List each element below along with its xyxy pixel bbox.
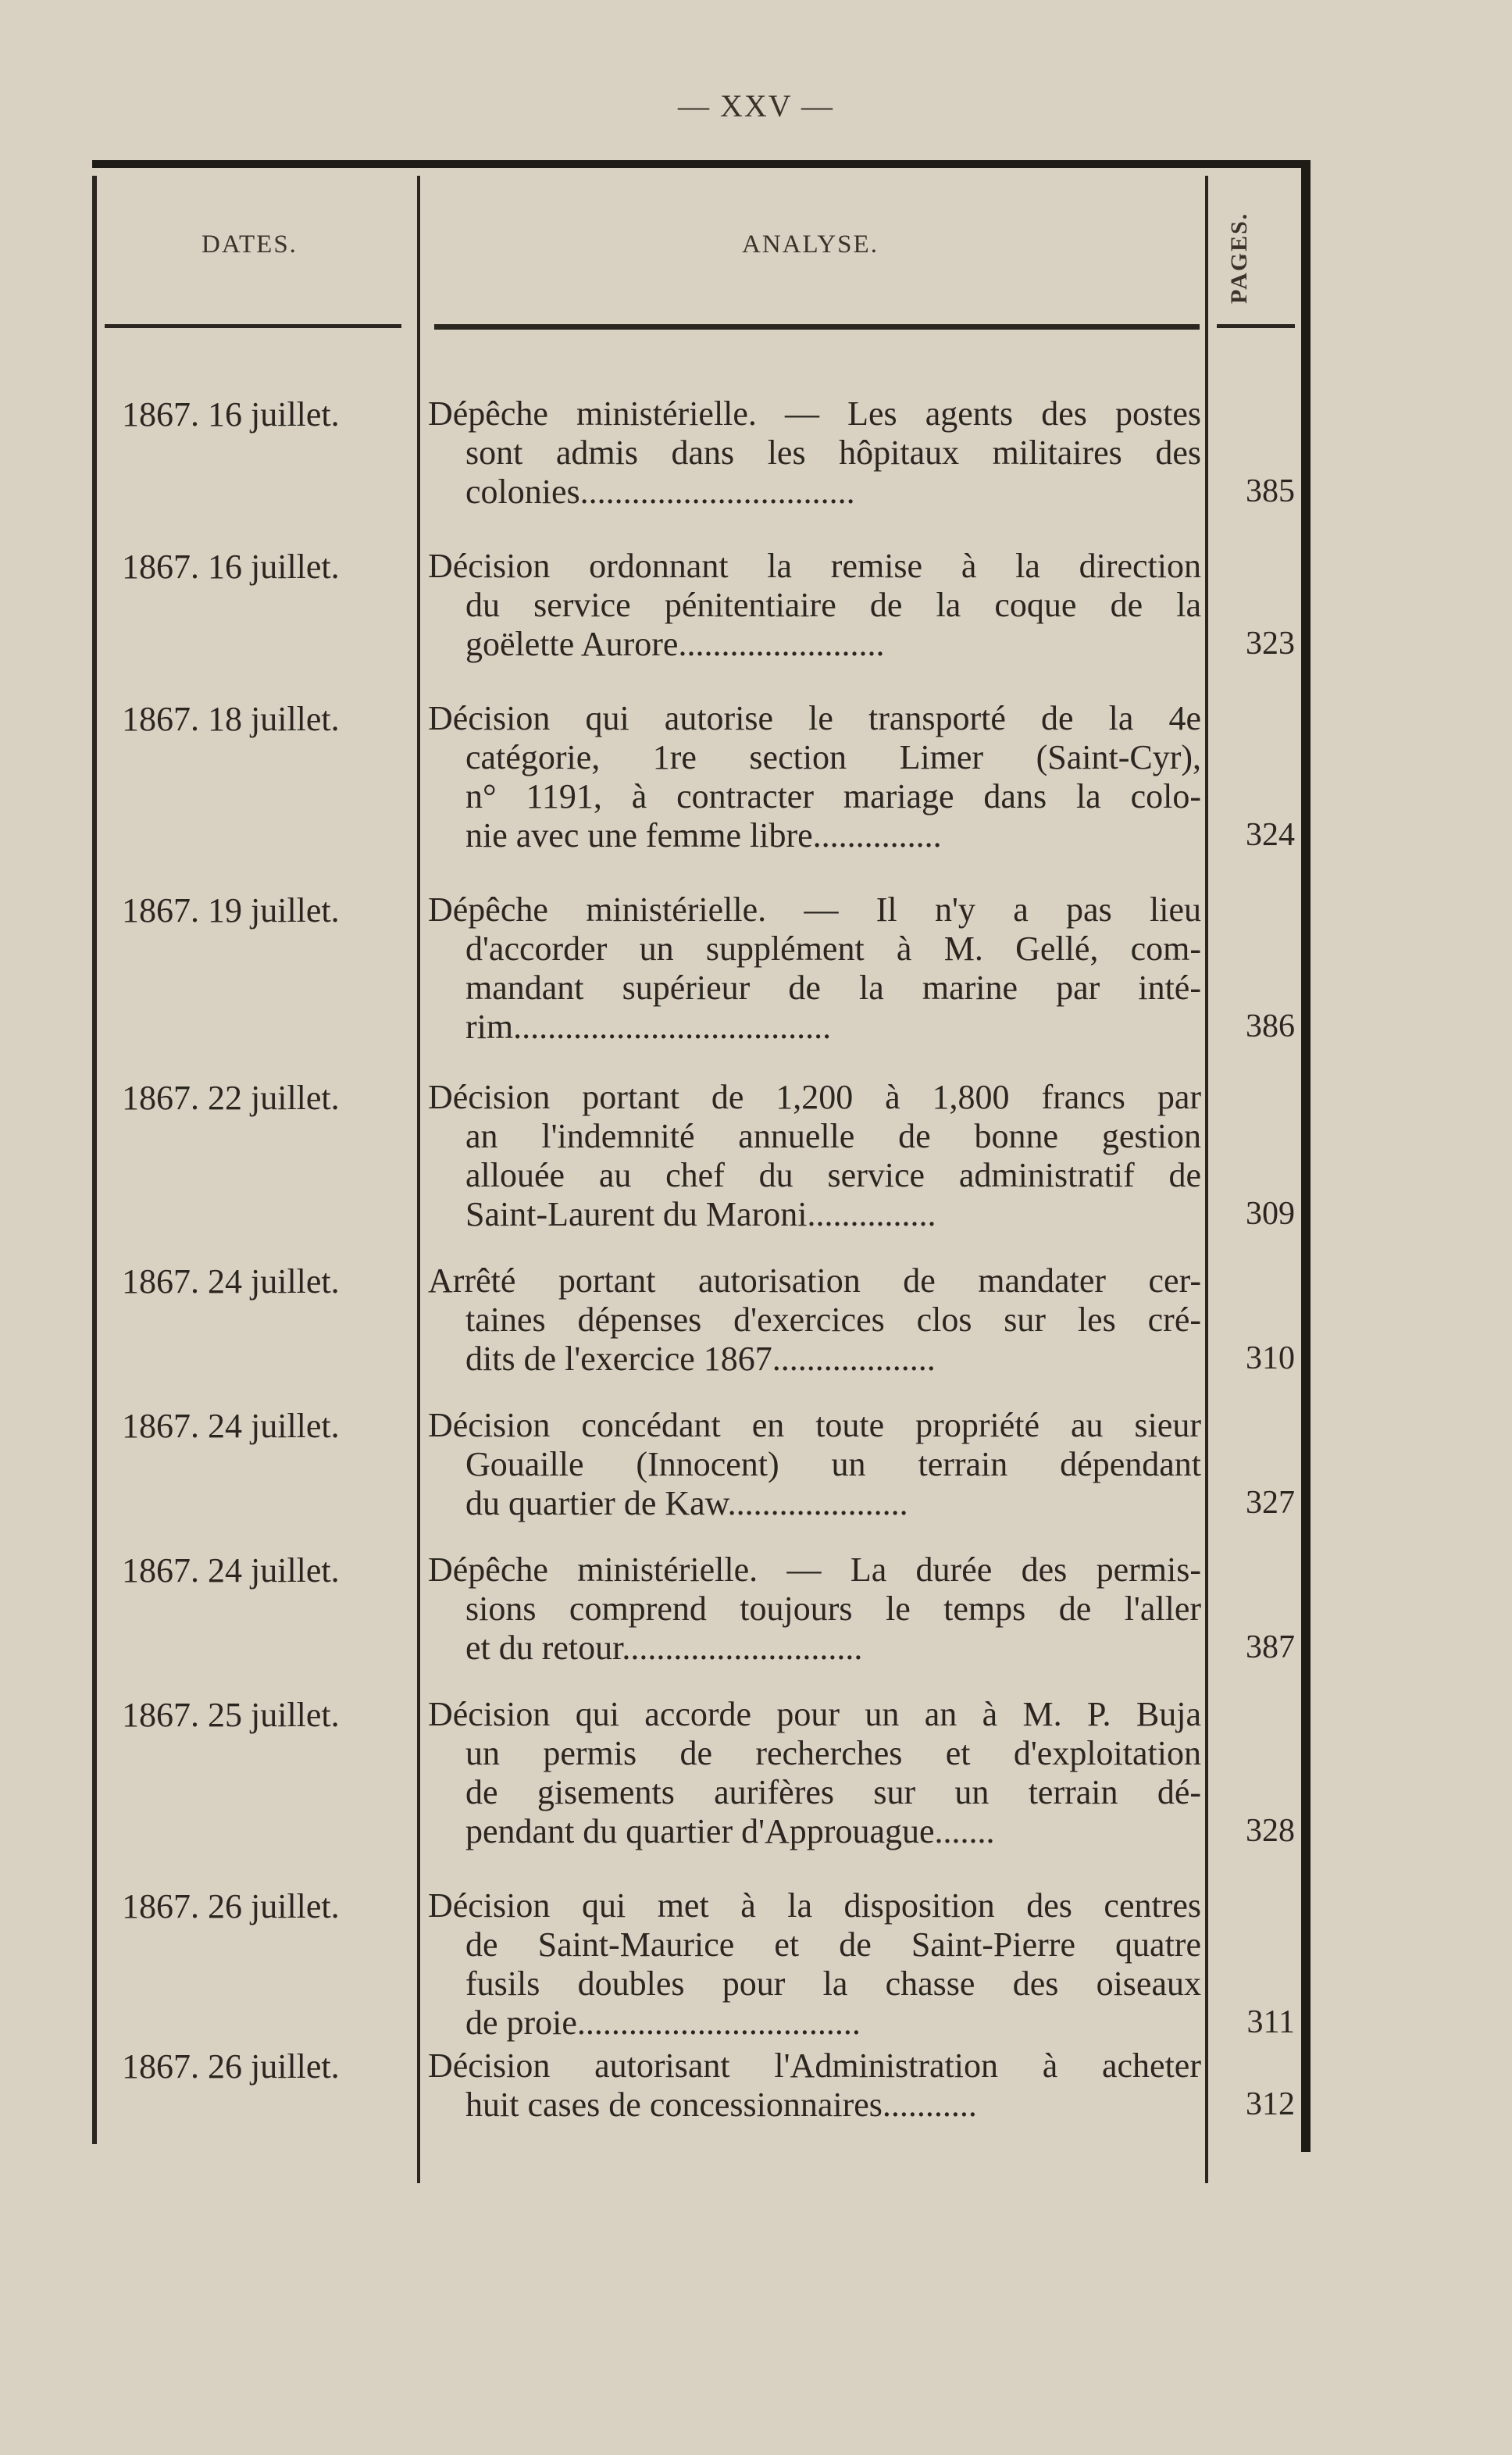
analysis-line: catégorie, 1re section Limer (Saint-Cyr), bbox=[465, 738, 1201, 776]
entry-analysis bbox=[428, 1550, 1201, 1668]
analysis-line: pendant du quartier d'Approuague....... bbox=[465, 1812, 995, 1850]
analysis-line: sions comprend toujours le temps de l'aller bbox=[465, 1590, 1201, 1628]
analysis-line: Décision qui autorise le transporté de la 4e bbox=[428, 699, 1201, 737]
analysis-line: de Saint-Maurice et de Saint-Pierre quatre bbox=[465, 1925, 1201, 1964]
analysis-line: de proie................................. bbox=[465, 2004, 861, 2042]
analysis-line: Décision ordonnant la remise à la direction bbox=[428, 547, 1201, 585]
entry-date: 1867. 25 juillet. bbox=[122, 1696, 340, 1734]
analysis-line: Gouaille (Innocent) un terrain dépendant bbox=[465, 1445, 1201, 1483]
analysis-line: dits de l'exercice 1867................... bbox=[465, 1340, 936, 1378]
entry-page-number: 328 bbox=[1246, 1813, 1295, 1849]
analysis-line: Arrêté portant autorisation de mandater cer- bbox=[428, 1261, 1201, 1300]
analysis-line: Saint-Laurent du Maroni............... bbox=[465, 1195, 936, 1233]
column-divider-dates bbox=[417, 176, 420, 2183]
analysis-line: Décision qui accorde pour un an à M. P. Buja bbox=[428, 1695, 1201, 1733]
entry-page-number: 387 bbox=[1246, 1629, 1295, 1665]
column-divider-analyse bbox=[1205, 176, 1208, 2183]
entry-date: 1867. 24 juillet. bbox=[122, 1262, 340, 1301]
entry-date: 1867. 19 juillet. bbox=[122, 891, 340, 930]
analysis-line: Décision qui met à la disposition des centres bbox=[428, 1886, 1201, 1925]
analysis-line: Décision autorisant l'Administration à acheter bbox=[428, 2046, 1201, 2085]
analysis-line: Dépêche ministérielle. — Les agents des postes bbox=[428, 394, 1201, 433]
entry-page-number: 327 bbox=[1246, 1485, 1295, 1521]
entry-page-number: 312 bbox=[1246, 2086, 1295, 2122]
entry-page-number: 386 bbox=[1246, 1008, 1295, 1044]
table-top-rule bbox=[92, 160, 1311, 168]
entry-analysis bbox=[428, 1078, 1201, 1234]
header-rule-analyse bbox=[434, 324, 1200, 330]
entry-analysis bbox=[428, 1886, 1201, 2043]
entry-page-number: 310 bbox=[1246, 1340, 1295, 1376]
analysis-line: goëlette Aurore........................ bbox=[465, 625, 885, 663]
analysis-line: Dépêche ministérielle. — Il n'y a pas lieu bbox=[428, 890, 1201, 929]
entry-analysis bbox=[428, 1261, 1201, 1379]
analysis-line: de gisements aurifères sur un terrain dé- bbox=[465, 1773, 1201, 1811]
column-header-dates: DATES. bbox=[201, 230, 298, 259]
analysis-line: rim..................................... bbox=[465, 1008, 832, 1046]
column-header-pages: PAGES. bbox=[1226, 212, 1252, 304]
analysis-line: colonies................................ bbox=[465, 473, 855, 511]
entry-date: 1867. 16 juillet. bbox=[122, 395, 340, 434]
entry-date: 1867. 22 juillet. bbox=[122, 1079, 340, 1117]
analysis-line: sont admis dans les hôpitaux militaires des bbox=[465, 434, 1201, 472]
entry-analysis bbox=[428, 394, 1201, 512]
analysis-line: d'accorder un supplément à M. Gellé, com- bbox=[465, 930, 1201, 968]
entry-analysis bbox=[428, 890, 1201, 1047]
entry-date: 1867. 26 juillet. bbox=[122, 2047, 340, 2086]
index-table bbox=[92, 160, 1311, 2168]
analysis-line: du quartier de Kaw..................... bbox=[465, 1484, 908, 1522]
analysis-line: mandant supérieur de la marine par inté- bbox=[465, 969, 1201, 1007]
entry-page-number: 324 bbox=[1246, 817, 1295, 853]
analysis-line: du service pénitentiaire de la coque de la bbox=[465, 586, 1201, 624]
analysis-line: et du retour............................ bbox=[465, 1629, 863, 1667]
entry-analysis bbox=[428, 699, 1201, 855]
entry-date: 1867. 24 juillet. bbox=[122, 1407, 340, 1445]
analysis-line: huit cases de concessionnaires........... bbox=[465, 2086, 977, 2124]
entry-date: 1867. 16 juillet. bbox=[122, 548, 340, 586]
entry-page-number: 323 bbox=[1246, 626, 1295, 662]
analysis-line: Dépêche ministérielle. — La durée des permis- bbox=[428, 1550, 1201, 1589]
entry-page-number: 311 bbox=[1246, 2004, 1295, 2040]
header-rule-pages bbox=[1217, 324, 1295, 328]
entry-date: 1867. 18 juillet. bbox=[122, 700, 340, 738]
entry-analysis bbox=[428, 547, 1201, 664]
header-rule-dates bbox=[105, 324, 401, 328]
analysis-line: nie avec une femme libre............... bbox=[465, 816, 942, 855]
entry-page-number: 309 bbox=[1246, 1196, 1295, 1232]
analysis-line: an l'indemnité annuelle de bonne gestion bbox=[465, 1117, 1201, 1155]
entry-date: 1867. 26 juillet. bbox=[122, 1887, 340, 1925]
column-header-analyse: ANALYSE. bbox=[742, 230, 879, 259]
entry-analysis bbox=[428, 2046, 1201, 2125]
analysis-line: fusils doubles pour la chasse des oiseaux bbox=[465, 1964, 1201, 2003]
entry-analysis bbox=[428, 1695, 1201, 1851]
analysis-line: taines dépenses d'exercices clos sur les cré- bbox=[465, 1301, 1201, 1339]
right-border bbox=[1301, 168, 1311, 2152]
entry-date: 1867. 24 juillet. bbox=[122, 1551, 340, 1590]
analysis-line: un permis de recherches et d'exploitation bbox=[465, 1734, 1201, 1772]
entry-page-number: 385 bbox=[1246, 473, 1295, 509]
analysis-line: n° 1191, à contracter mariage dans la colo- bbox=[465, 777, 1201, 815]
analysis-line: Décision portant de 1,200 à 1,800 francs par bbox=[428, 1078, 1201, 1116]
page-header: — XXV — bbox=[678, 88, 834, 123]
entry-analysis bbox=[428, 1406, 1201, 1523]
left-border bbox=[92, 176, 97, 2144]
analysis-line: Décision concédant en toute propriété au sieur bbox=[428, 1406, 1201, 1444]
analysis-line: allouée au chef du service administratif de bbox=[465, 1156, 1201, 1194]
